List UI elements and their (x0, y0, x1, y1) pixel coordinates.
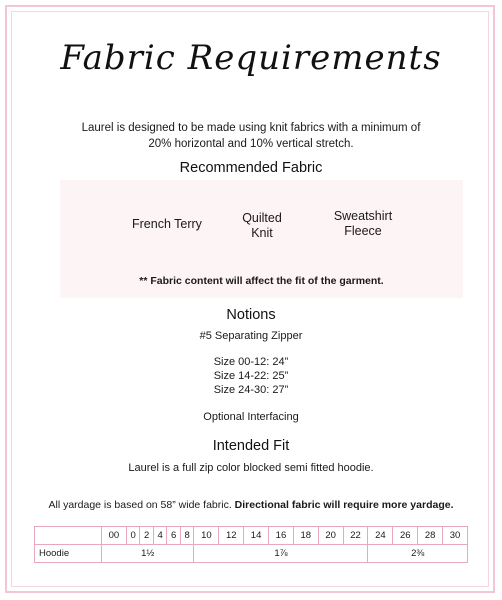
size-header-cell: 8 (180, 527, 194, 545)
hoodie-yardage-3: 2⅜ (368, 545, 468, 563)
fabric-french-terry: French Terry (132, 217, 202, 231)
size-header-cell: 12 (219, 527, 244, 545)
notion-interfacing: Optional Interfacing (203, 411, 299, 423)
page-title: Fabric Requirements (60, 38, 442, 78)
recommended-heading: Recommended Fabric (179, 160, 323, 176)
hoodie-yardage-2: 1⅞ (194, 545, 368, 563)
notions-heading: Notions (226, 307, 276, 323)
header-empty-cell (35, 527, 102, 545)
hoodie-yardage-1: 1½ (102, 545, 194, 563)
fabric-quilted-line1: Quilted (242, 211, 282, 225)
size-header-cell: 0 (126, 527, 140, 545)
size-header-cell: 22 (343, 527, 368, 545)
size-header-cell: 24 (368, 527, 393, 545)
notion-zipper: #5 Separating Zipper (199, 330, 303, 342)
fabric-quilted-line2: Knit (251, 226, 273, 240)
hoodie-row (35, 545, 468, 563)
size-header-cell: 4 (153, 527, 167, 545)
size-header-cell: 28 (418, 527, 443, 545)
yardage-bold: Directional fabric will require more yardage. (234, 499, 454, 511)
size-header-cell: 16 (269, 527, 294, 545)
size-header-cell: 6 (167, 527, 181, 545)
size-header-cell: 10 (194, 527, 219, 545)
fabric-quilted-knit (236, 211, 288, 241)
yardage-table (34, 526, 468, 563)
fit-text: Laurel is a full zip color blocked semi fitted hoodie. (128, 462, 374, 474)
size-header-cell: 30 (443, 527, 468, 545)
size-header-cell: 20 (318, 527, 343, 545)
size-header-cell: 14 (244, 527, 269, 545)
fabric-sweatshirt-line2: Fleece (344, 224, 382, 238)
row-label-hoodie: Hoodie (35, 545, 102, 563)
yardage-plain: All yardage is based on 58” wide fabric. (48, 499, 235, 511)
yardage-note (0, 499, 502, 511)
size-header-row (35, 527, 468, 545)
fabric-note: ** Fabric content will affect the fit of the garment. (139, 275, 384, 287)
fit-heading: Intended Fit (212, 438, 290, 454)
fabric-sweatshirt-fleece (328, 209, 398, 239)
size-header-cell: 2 (140, 527, 154, 545)
fabric-box (60, 180, 463, 298)
size-line-1: Size 00-12: 24” (213, 356, 289, 368)
size-header-cell: 18 (293, 527, 318, 545)
intro-text: Laurel is designed to be made using knit fabrics with a minimum of 20% horizontal and 10% vertical stretch. (81, 122, 421, 150)
size-line-3: Size 24-30: 27” (213, 384, 289, 396)
size-header-cell: 00 (102, 527, 127, 545)
fabric-sweatshirt-line1: Sweatshirt (333, 209, 393, 223)
size-header-cell: 26 (393, 527, 418, 545)
size-line-2: Size 14-22: 25” (213, 370, 289, 382)
